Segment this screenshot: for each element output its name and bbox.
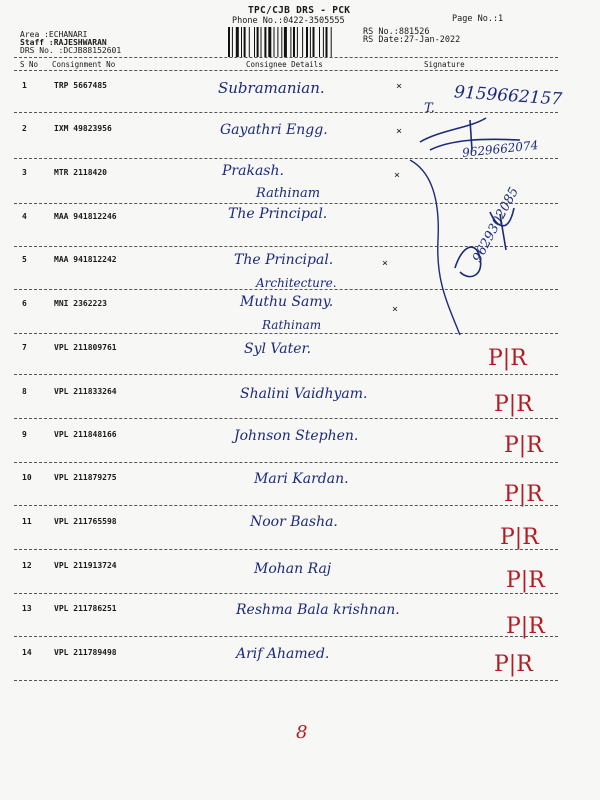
- consignee-name: Reshma Bala krishnan.: [236, 602, 400, 618]
- row-consignment: VPL 211848166: [54, 430, 117, 439]
- row-consignment: MAA 941812246: [54, 212, 117, 221]
- row-sno: 1: [22, 81, 27, 90]
- consignee-name: Prakash.: [222, 163, 284, 179]
- consignee-name: Syl Vater.: [244, 341, 312, 357]
- row-consignment: VPL 211765598: [54, 517, 117, 526]
- column-consignment: Consignment No: [52, 60, 116, 69]
- consignee-name: The Principal.: [234, 252, 334, 268]
- phone-number: Phone No.:0422-3505555: [232, 16, 345, 26]
- check-mark: ×: [382, 258, 389, 269]
- consignee-name: The Principal.: [228, 206, 328, 222]
- row-sno: 3: [22, 168, 27, 177]
- row-sno: 9: [22, 430, 27, 439]
- consignee-name: Arif Ahamed.: [236, 646, 330, 662]
- column-signature: Signature: [424, 60, 465, 69]
- consignee-name: Subramanian.: [218, 79, 325, 97]
- svg-text:T.: T.: [424, 101, 435, 116]
- row-consignment: VPL 211879275: [54, 473, 117, 482]
- consignee-name: Noor Basha.: [250, 514, 338, 530]
- row-sno: 8: [22, 387, 27, 396]
- pr-mark: P|R: [488, 346, 527, 371]
- row-sno: 12: [22, 561, 32, 570]
- row-sno: 2: [22, 124, 27, 133]
- row-sno: 6: [22, 299, 27, 308]
- row-consignment: VPL 211786251: [54, 604, 117, 613]
- pr-mark: P|R: [504, 482, 543, 507]
- row-sno: 11: [22, 517, 32, 526]
- consignee-name: Johnson Stephen.: [234, 428, 359, 444]
- row-consignment: TRP 5667485: [54, 81, 107, 90]
- row-consignment: MAA 941812242: [54, 255, 117, 264]
- column-sno: S No: [20, 60, 39, 69]
- rs-number: RS No.:881526: [363, 27, 430, 37]
- row-sno: 14: [22, 648, 32, 657]
- page-ink-mark: 8: [296, 722, 308, 743]
- row-sno: 13: [22, 604, 32, 613]
- check-mark: ×: [396, 81, 403, 92]
- phone-note: 9159662157: [453, 82, 563, 110]
- row-consignment: IXM 49823956: [54, 124, 112, 133]
- check-mark: ×: [396, 126, 403, 137]
- drs-number: DRS No. :DCJB88152601: [20, 46, 122, 55]
- side-phone-note: 9629302085: [470, 184, 523, 266]
- row-consignment: VPL 211913724: [54, 561, 117, 570]
- consignee-name: Gayathri Engg.: [220, 122, 328, 138]
- column-consignee-details: Consignee Details: [246, 60, 323, 69]
- row-consignment: VPL 211809761: [54, 343, 117, 352]
- sheet-title: TPC/CJB DRS - PCK: [248, 5, 351, 16]
- pr-mark: P|R: [494, 392, 533, 417]
- phone-note: 9629662074: [461, 138, 539, 160]
- page-number: Page No.:1: [452, 14, 504, 24]
- row-sno: 4: [22, 212, 27, 221]
- pr-mark: P|R: [500, 525, 539, 550]
- area-label: Area :ECHANARI: [20, 30, 88, 39]
- pr-mark: P|R: [506, 568, 545, 593]
- pr-mark: P|R: [494, 652, 533, 677]
- row-consignment: VPL 211833264: [54, 387, 117, 396]
- consignee-name: Mohan Raj: [254, 561, 332, 577]
- check-mark: ×: [392, 304, 399, 315]
- check-mark: ×: [394, 170, 401, 181]
- pr-mark: P|R: [504, 433, 543, 458]
- consignee-name-extra: Rathinam: [262, 318, 322, 332]
- rs-date: RS Date:27-Jan-2022: [363, 35, 461, 45]
- row-sno: 7: [22, 343, 27, 352]
- pr-mark: P|R: [506, 614, 545, 639]
- consignee-name: Mari Kardan.: [254, 471, 349, 487]
- consignee-name-extra: Rathinam: [256, 186, 321, 201]
- consignee-name: Muthu Samy.: [240, 294, 334, 310]
- row-consignment: MNI 2362223: [54, 299, 107, 308]
- staff-label: Staff :RAJESHWARAN: [20, 38, 107, 47]
- row-sno: 5: [22, 255, 27, 264]
- row-consignment: MTR 2118420: [54, 168, 107, 177]
- row-sno: 10: [22, 473, 32, 482]
- row-consignment: VPL 211789498: [54, 648, 117, 657]
- consignee-name-extra: Architecture.: [256, 276, 337, 290]
- consignee-name: Shalini Vaidhyam.: [240, 386, 368, 402]
